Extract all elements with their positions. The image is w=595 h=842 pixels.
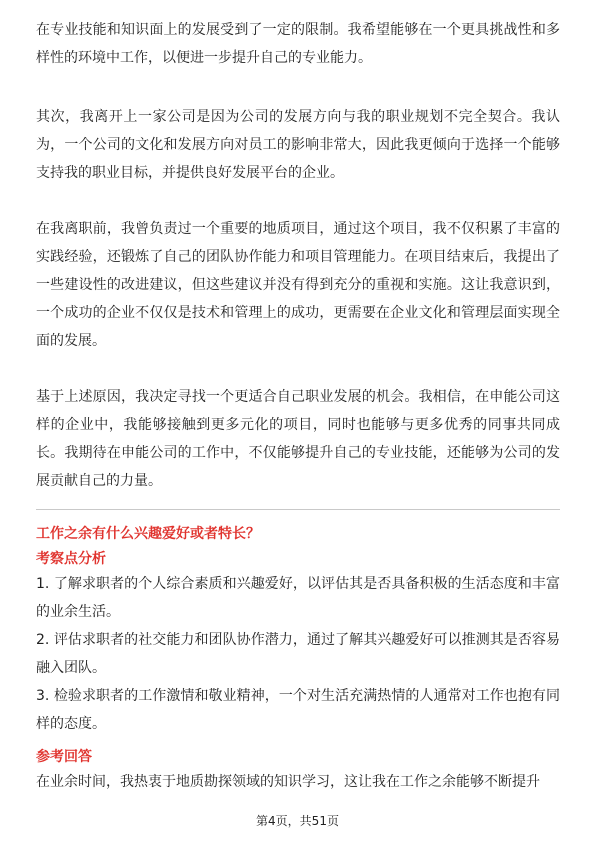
page-footer: 第4页，共51页	[256, 814, 339, 828]
analysis-item-3: 3. 检验求职者的工作激情和敬业精神，一个对生活充满热情的人通常对工作也抱有同样的态度。	[36, 688, 560, 732]
analysis-item-2: 2. 评估求职者的社交能力和团队协作潜力，通过了解其兴趣爱好可以推测其是否容易融入团队。	[36, 632, 560, 676]
reference-answer-text: 在业余时间，我热衷于地质勘探领域的知识学习，这让我在工作之余能够不断提升	[36, 774, 540, 790]
section-divider	[36, 509, 560, 510]
body-paragraph-1: 在专业技能和知识面上的发展受到了一定的限制。我希望能够在一个更具挑战性和多样性的环境中工作，以便进一步提升自己的专业能力。	[36, 22, 560, 66]
reference-heading: 参考回答	[36, 749, 92, 765]
body-paragraph-2: 其次，我离开上一家公司是因为公司的发展方向与我的职业规划不完全契合。我认为，一个公司的文化和发展方向对员工的影响非常大，因此我更倾向于选择一个能够支持我的职业目标，并提供良好发展平台的企业。	[36, 109, 560, 181]
body-paragraph-3: 在我离职前，我曾负责过一个重要的地质项目，通过这个项目，我不仅积累了丰富的实践经验，还锻炼了自己的团队协作能力和项目管理能力。在项目结束后，我提出了一些建设性的改进建议，但这些建议并没有得到充分的重视和实施。这让我意识到，一个成功的企业不仅仅是技术和管理上的成功，更需要在企业文化和管理层面实现全面的发展。	[36, 221, 560, 349]
question-heading: 工作之余有什么兴趣爱好或者特长？	[36, 526, 260, 542]
analysis-heading: 考察点分析	[36, 551, 106, 567]
document-body	[36, 16, 560, 796]
analysis-item-1: 1. 了解求职者的个人综合素质和兴趣爱好，以评估其是否具备积极的生活态度和丰富的业余生活。	[36, 576, 560, 620]
body-paragraph-4: 基于上述原因，我决定寻找一个更适合自己职业发展的机会。我相信，在申能公司这样的企业中，我能够接触到更多元化的项目，同时也能够与更多优秀的同事共同成长。我期待在申能公司的工作中，不仅能够提升自己的专业技能，还能够为公司的发展贡献自己的力量。	[36, 389, 560, 489]
